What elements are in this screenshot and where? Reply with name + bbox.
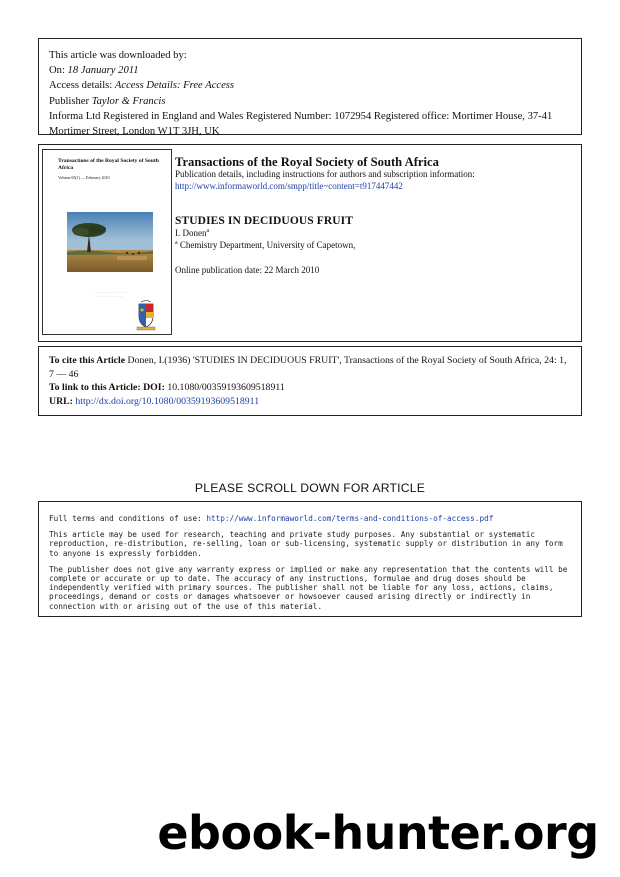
author-name: I. Donen	[175, 228, 207, 238]
terms-link[interactable]: http://www.informaworld.com/terms-and-conditions-of-access.pdf	[206, 514, 494, 523]
affiliation-superscript: a	[175, 239, 178, 246]
usage-paragraph: This article may be used for research, teaching and private study purposes. Any substantial or systematic reproduction, re-distribution, re-selling, loan or sub-licensing, systematic supply or distribution in any form to anyone is expressly forbidden.	[49, 530, 563, 558]
cite-label: To cite this Article	[49, 355, 126, 366]
society-crest-icon	[135, 300, 157, 332]
access-details	[49, 78, 571, 93]
access-label: Access details:	[49, 80, 113, 92]
cover-volume: Volume 65(1) — February 2010	[58, 175, 110, 180]
terms-line	[49, 514, 571, 523]
cite-this-article	[49, 354, 571, 381]
publisher-value: Taylor & Francis	[91, 95, 166, 107]
article-title: STUDIES IN DECIDUOUS FRUIT	[175, 215, 354, 227]
journal-box	[38, 144, 582, 342]
disclaimer-paragraph: The publisher does not give any warranty express or implied or make any representation that the contents will be complete or accurate or up to date. The accuracy of any instructions, formulae and drug doses should be independently verified with primary sources. The publisher shall not be liable for any loss, actions, claims, proceedings, demand or costs or damages whatsoever or howsoever caused arising directly or indirectly in connection with or arising out of the use of this material.	[49, 564, 568, 611]
journal-url-link[interactable]: http://www.informaworld.com/smpp/title~content=t917447442	[175, 180, 403, 191]
article-url-link[interactable]: http://dx.doi.org/10.1080/00359193609518911	[75, 395, 260, 407]
url-line	[49, 395, 571, 409]
doi-line	[49, 381, 571, 395]
publication-details: Publication details, including instructions for authors and subscription information:	[175, 169, 475, 179]
scroll-notice: PLEASE SCROLL DOWN FOR ARTICLE	[194, 481, 426, 495]
cover-photo-acacia-tree	[67, 212, 153, 272]
on-value: 18 January 2011	[67, 65, 139, 77]
journal-cover-image[interactable]	[42, 149, 172, 335]
publisher	[49, 94, 571, 109]
affiliation-text: Chemistry Department, University of Capetown,	[179, 239, 356, 250]
online-publication-date: Online publication date: 22 March 2010	[175, 265, 320, 275]
journal-details	[175, 155, 575, 277]
terms-box	[38, 501, 582, 617]
url-label: URL:	[49, 395, 73, 407]
terms-label: Full terms and conditions of use:	[49, 514, 202, 523]
download-line: This article was downloaded by:	[49, 50, 187, 61]
download-info-box	[38, 38, 582, 138]
author-superscript: a	[206, 228, 210, 234]
publisher-label: Publisher	[49, 95, 90, 107]
journal-title: Transactions of the Royal Society of South Africa	[175, 155, 439, 169]
cite-text: Donen, I.(1936) 'STUDIES IN DECIDUOUS FRUIT', Transactions of the Royal Society of South Africa, 24: 1, 7 — 46	[49, 355, 567, 380]
download-date	[49, 63, 571, 78]
access-value: Access Details: Free Access	[114, 80, 235, 92]
affiliation	[175, 240, 575, 252]
cover-title: Transactions of the Royal Society of South Africa	[58, 158, 159, 171]
doi-value: 10.1080/00359193609518911	[167, 382, 285, 393]
on-label: On:	[49, 65, 65, 77]
registered-office: Informa Ltd Registered in England and Wales Registered Number: 1072954 Registered office: Mortimer House, 37-41 Mortimer Street, London W1T 3JH, UK	[49, 110, 553, 138]
watermark-text: ebook-hunter.org	[157, 806, 599, 860]
cover-footer-text: · · · · · · · · · · · · · · · · · · · · · · · · · · · · · · · · · ·	[93, 291, 127, 299]
author	[175, 228, 575, 240]
citation-box	[38, 346, 582, 416]
doi-label: To link to this Article: DOI:	[49, 382, 165, 393]
